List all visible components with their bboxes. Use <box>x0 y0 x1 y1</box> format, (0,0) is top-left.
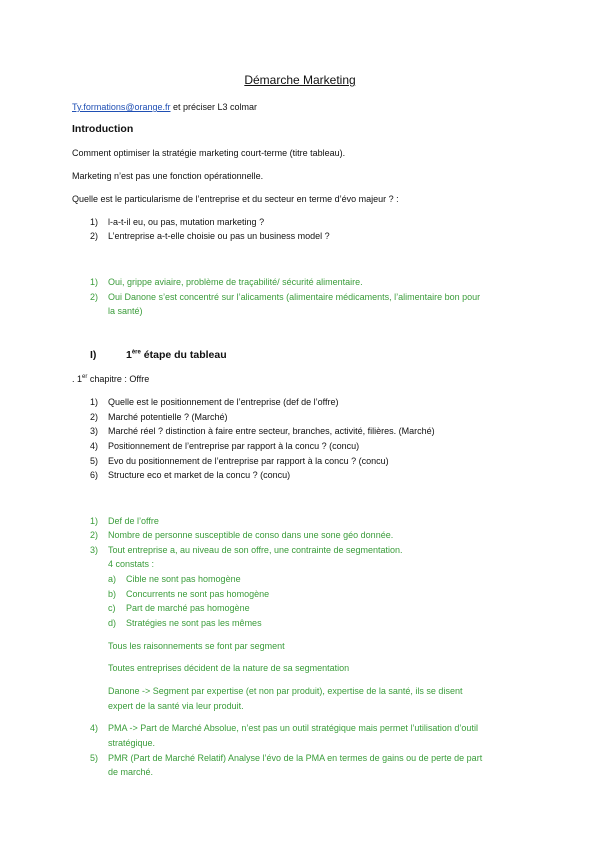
intro-question-text: l-a-t-il eu, ou pas, mutation marketing ? <box>108 217 265 227</box>
section-heading: 1ère étape du tableau <box>126 349 227 361</box>
email-link[interactable]: Ty.formations@orange.fr <box>72 102 171 112</box>
section-question-number: 1) <box>90 397 99 407</box>
section-number: I) <box>90 349 97 361</box>
answer-number: 2) <box>90 530 99 540</box>
chapter-heading: . 1er chapitre : Offre <box>72 374 150 384</box>
intro-answer-text: Oui Danone s’est concentré sur l’alicaments (alimentaire médicaments, l’alimentaire bon pour <box>108 292 481 302</box>
answer-text-cont: de marché. <box>108 767 154 777</box>
paragraph: Danone -> Segment par expertise (et non par produit), expertise de la santé, ils se disent <box>108 686 463 696</box>
intro-question-number: 1) <box>90 217 99 227</box>
intro-answer-text-cont: la santé) <box>108 306 143 316</box>
document-title: Démarche Marketing <box>244 73 356 87</box>
intro-answer-number: 2) <box>90 292 99 302</box>
constat-letter: d) <box>108 618 117 628</box>
constat-letter: c) <box>108 603 116 613</box>
section-question-text: Marché potentielle ? (Marché) <box>108 412 228 422</box>
answer-number: 3) <box>90 545 99 555</box>
intro-line-2: Marketing n’est pas une fonction opérationnelle. <box>72 171 264 181</box>
intro-answer-text: Oui, grippe aviaire, problème de traçabilité/ sécurité alimentaire. <box>108 277 363 287</box>
answer-text: Nombre de personne susceptible de conso dans une sone géo donnée. <box>108 530 394 540</box>
constat-text: Part de marché pas homogène <box>126 603 250 613</box>
intro-line-1: Comment optimiser la stratégie marketing court-terme (titre tableau). <box>72 148 346 158</box>
answer-number: 4) <box>90 723 99 733</box>
answer-number: 5) <box>90 753 99 763</box>
section-question-number: 4) <box>90 441 99 451</box>
contact-line <box>72 101 257 113</box>
answer-number: 1) <box>90 516 99 526</box>
section-question-text: Positionnement de l’entreprise par rapport à la concu ? (concu) <box>108 441 360 451</box>
constat-text: Concurrents ne sont pas homogène <box>126 589 270 599</box>
section-question-text: Structure eco et market de la concu ? (concu) <box>108 470 291 480</box>
constat-text: Stratégies ne sont pas les mêmes <box>126 618 262 628</box>
intro-line-3: Quelle est le particularisme de l’entreprise et du secteur en terme d’évo majeur ? : <box>72 194 399 204</box>
intro-answer-number: 1) <box>90 277 99 287</box>
section-question-text: Quelle est le positionnement de l’entreprise (def de l’offre) <box>108 397 339 407</box>
constats-label: 4 constats : <box>108 559 155 569</box>
answer-text: PMA -> Part de Marché Absolue, n’est pas un outil stratégique mais permet l’utilisation d’outil <box>108 723 478 733</box>
section-question-text: Marché réel ? distinction à faire entre secteur, branches, activité, filières. (Marché) <box>108 426 435 436</box>
section-question-number: 2) <box>90 412 99 422</box>
contact-note: et préciser L3 colmar <box>170 102 258 112</box>
constat-letter: b) <box>108 589 117 599</box>
constat-text: Cible ne sont pas homogène <box>126 574 241 584</box>
answer-text: Def de l’offre <box>108 516 159 526</box>
intro-heading: Introduction <box>72 123 134 135</box>
answer-text-cont: stratégique. <box>108 738 156 748</box>
paragraph-cont: expert de la santé via leur produit. <box>108 701 244 711</box>
answer-text: PMR (Part de Marché Relatif) Analyse l’évo de la PMA en termes de gains ou de perte de part <box>108 753 483 763</box>
section-question-text: Evo du positionnement de l’entreprise par rapport à la concu ? (concu) <box>108 456 389 466</box>
section-question-number: 3) <box>90 426 99 436</box>
answer-text: Tout entreprise a, au niveau de son offre, une contrainte de segmentation. <box>108 545 403 555</box>
section-question-number: 5) <box>90 456 99 466</box>
constat-letter: a) <box>108 574 117 584</box>
intro-question-text: L’entreprise a-t-elle choisie ou pas un business model ? <box>108 231 330 241</box>
paragraph: Tous les raisonnements se font par segment <box>108 641 285 651</box>
section-question-number: 6) <box>90 470 99 480</box>
paragraph: Toutes entreprises décident de la nature de sa segmentation <box>108 663 350 673</box>
intro-question-number: 2) <box>90 231 99 241</box>
